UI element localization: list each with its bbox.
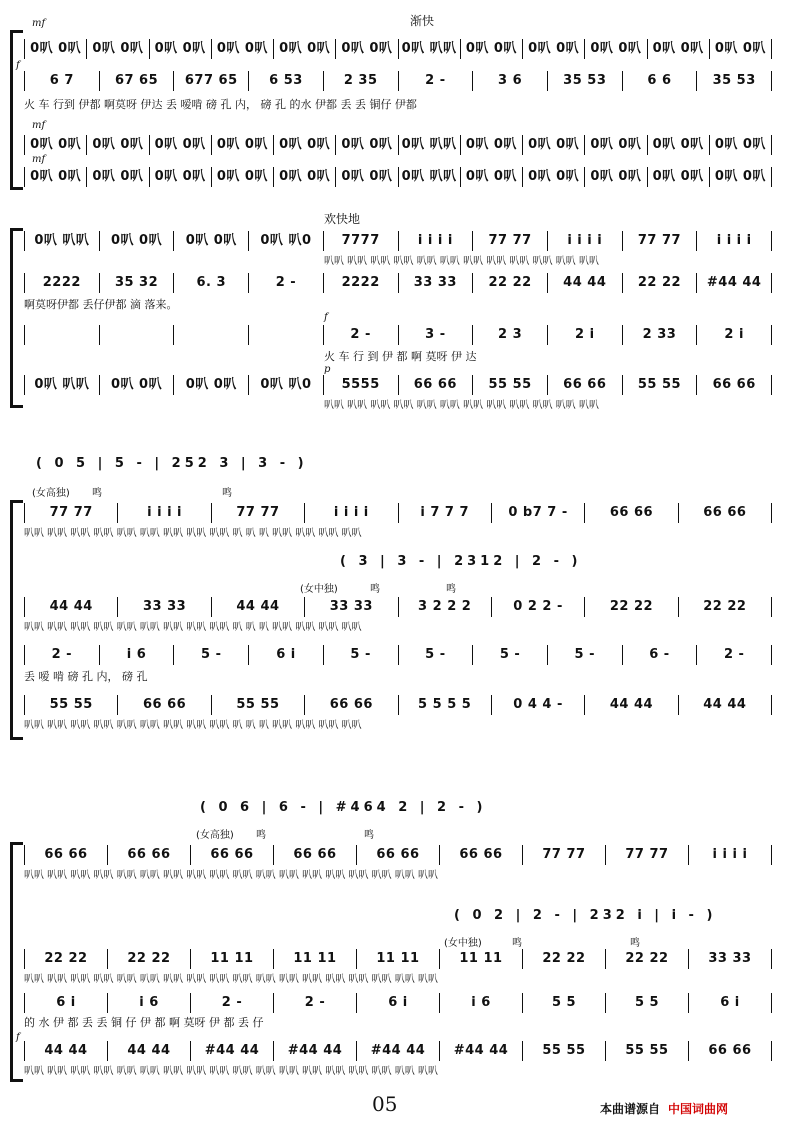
measure: 0叭 0叭 xyxy=(460,167,522,187)
measure: 0叭 0叭 xyxy=(273,135,335,155)
lyrics-line: 的 水 伊 都 丢 丢 铜 仔 伊 都 啊 莫呀 伊 都 丢 仔 xyxy=(24,1016,264,1029)
measure: 5 5 5 5 xyxy=(398,695,491,715)
measure: 0 2 2 - xyxy=(491,597,584,617)
measure: 44 44 xyxy=(107,1041,190,1061)
measure: 0叭 0叭 xyxy=(24,39,86,59)
measure: 66 66 xyxy=(107,845,190,865)
measure: 55 55 xyxy=(24,695,117,715)
measure: 0叭 叭0 xyxy=(248,231,323,251)
measure: 66 66 xyxy=(304,695,397,715)
measure: 2 - xyxy=(398,71,473,91)
measure xyxy=(99,325,174,345)
measure: 2 i xyxy=(696,325,772,345)
voice-line-4 xyxy=(24,374,772,396)
measure: 0叭 0叭 xyxy=(24,167,86,187)
measure: 67 65 xyxy=(99,71,174,91)
measure: 66 66 xyxy=(439,845,522,865)
measure: 77 77 xyxy=(605,845,688,865)
syllable-line-4: 叭叭 叭叭 叭叭 叭叭 叭叭 叭叭 叭叭 叭叭 叭叭 叭叭 叭叭 叭叭 xyxy=(324,399,599,411)
syllable-line-1: 叭叭 叭叭 叭叭 叭叭 叭叭 叭叭 叭叭 叭叭 叭叭 叭叭 叭叭 叭叭 叭叭 叭叭 叭叭 叭叭 叭叭 叭叭 xyxy=(24,869,439,881)
syllable-line-4: 叭叭 叭叭 叭叭 叭叭 叭叭 叭叭 叭叭 叭叭 叭叭 叭叭 叭叭 叭叭 叭叭 叭叭 叭叭 叭叭 叭叭 叭叭 xyxy=(24,1065,439,1077)
measure: 5 5 xyxy=(522,993,605,1013)
voice-line-4 xyxy=(24,166,772,188)
voice-line-2 xyxy=(24,596,772,618)
measure: 22 22 xyxy=(605,949,688,969)
measure: 6 i xyxy=(248,645,323,665)
system-4 xyxy=(16,842,772,1082)
measure: i i i i xyxy=(688,845,772,865)
measure: 0叭 0叭 xyxy=(86,135,148,155)
measure: 0叭 0叭 xyxy=(335,135,397,155)
voice-line-3 xyxy=(24,134,772,156)
syllable-line-2: 叭叭 叭叭 叭叭 叭叭 叭叭 叭叭 叭叭 叭叭 叭叭 叭叭 叭叭 叭叭 叭叭 叭叭 叭叭 叭叭 叭叭 叭叭 xyxy=(24,973,439,985)
measure: 2 33 xyxy=(622,325,697,345)
voice-line-3 xyxy=(24,324,772,346)
dynamic-f-2: f xyxy=(324,312,328,323)
measure: 0叭 0叭 xyxy=(584,135,646,155)
measure: 11 11 xyxy=(439,949,522,969)
measure: 77 77 xyxy=(472,231,547,251)
measure: #44 44 xyxy=(356,1041,439,1061)
measure: 44 44 xyxy=(547,273,622,293)
measure: 66 66 xyxy=(688,1041,772,1061)
dynamic-mf-2: mf xyxy=(32,120,46,131)
measure: 5 - xyxy=(472,645,547,665)
tempo-marking-joyful: 欢快地 xyxy=(324,212,361,226)
measure: 55 55 xyxy=(472,375,547,395)
measure: 0叭 0叭 xyxy=(173,375,248,395)
measure: 6. 3 xyxy=(173,273,248,293)
measure: 0叭 0叭 xyxy=(584,39,646,59)
measure: 55 55 xyxy=(522,1041,605,1061)
measure: 66 66 xyxy=(190,845,273,865)
lyrics-line: 丢 嗳 啃 磅 孔 内， 磅 孔 xyxy=(24,670,148,683)
voice-line-3 xyxy=(24,644,772,666)
system-2 xyxy=(24,212,772,411)
measure: 5 - xyxy=(398,645,473,665)
measure: 66 66 xyxy=(273,845,356,865)
measure: 2222 xyxy=(24,273,99,293)
measure: 35 53 xyxy=(696,71,772,91)
role-female-high: (女高独) xyxy=(196,830,234,841)
measure: 5555 xyxy=(323,375,398,395)
measure: #44 44 xyxy=(439,1041,522,1061)
measure: 2 3 xyxy=(472,325,547,345)
solo-word: 鸣 xyxy=(370,584,380,595)
syllable-line-2: 叭叭 叭叭 叭叭 叭叭 叭叭 叭叭 叭叭 叭叭 叭叭 叭 叭 叭 叭叭 叭叭 叭叭 叭叭 xyxy=(24,621,362,633)
measure: i i i i xyxy=(117,503,210,523)
measure: 11 11 xyxy=(273,949,356,969)
measure: 0叭 0叭 xyxy=(211,135,273,155)
measure: 0叭 叭叭 xyxy=(398,39,460,59)
measure: 0叭 叭叭 xyxy=(398,167,460,187)
measure: 0叭 0叭 xyxy=(709,39,772,59)
solo-word: 鸣 xyxy=(512,938,522,949)
measure: 35 32 xyxy=(99,273,174,293)
role-female-mid: (女中独) xyxy=(300,584,338,595)
voice-line-1 xyxy=(24,230,772,252)
measure: 66 66 xyxy=(678,503,772,523)
measure: 22 22 xyxy=(584,597,677,617)
measure: 33 33 xyxy=(688,949,772,969)
measure: 0叭 0叭 xyxy=(709,167,772,187)
measure: 0叭 0叭 xyxy=(211,39,273,59)
dynamic-f-3: f xyxy=(16,1032,20,1043)
solo-line-high: ( 0 6 | 6 - | #464 2 | 2 - ) xyxy=(200,800,487,815)
measure: 3 - xyxy=(398,325,473,345)
measure: 33 33 xyxy=(398,273,473,293)
measure: 0叭 0叭 xyxy=(149,167,211,187)
voice-line-2 xyxy=(24,272,772,294)
measure: 55 55 xyxy=(605,1041,688,1061)
system-brace xyxy=(10,30,23,190)
source-credit xyxy=(600,1100,728,1117)
lyrics-line: 火 车 行到 伊都 啊莫呀 伊达 丢 嗳啃 磅 孔 内， 磅 孔 的水 伊都 丢 丢 铜仔 伊都 xyxy=(24,98,417,111)
measure: i 7 7 7 xyxy=(398,503,491,523)
syllable-line-1: 叭叭 叭叭 叭叭 叭叭 叭叭 叭叭 叭叭 叭叭 叭叭 叭叭 叭叭 叭叭 xyxy=(324,255,599,267)
measure: 0叭 0叭 xyxy=(86,167,148,187)
measure: 66 66 xyxy=(547,375,622,395)
credit-site-link[interactable]: 中国词曲网 xyxy=(668,1102,729,1116)
measure: i i i i xyxy=(398,231,473,251)
voice-line-1 xyxy=(24,844,772,866)
measure: 5 - xyxy=(323,645,398,665)
measure: 22 22 xyxy=(622,273,697,293)
solo-word: 鸣 xyxy=(446,584,456,595)
solo-word: 鸣 xyxy=(222,488,232,499)
measure: 0叭 0叭 xyxy=(584,167,646,187)
measure: 44 44 xyxy=(24,1041,107,1061)
measure: 66 66 xyxy=(117,695,210,715)
measure: #44 44 xyxy=(696,273,772,293)
system-brace xyxy=(10,500,23,740)
measure: 0叭 0叭 xyxy=(647,135,709,155)
solo-word: 鸣 xyxy=(256,830,266,841)
measure: 2 i xyxy=(547,325,622,345)
lyrics-line: 啊莫呀伊都 丢仔伊都 滴 落来。 xyxy=(24,298,178,311)
measure: 77 77 xyxy=(211,503,304,523)
measure: 2 - xyxy=(190,993,273,1013)
measure: i i i i xyxy=(696,231,772,251)
dynamic-f-1: f xyxy=(16,60,20,71)
measure: 5 - xyxy=(547,645,622,665)
voice-line-4 xyxy=(24,1040,772,1062)
measure: 6 i xyxy=(24,993,107,1013)
measure: 22 22 xyxy=(24,949,107,969)
measure: 35 53 xyxy=(547,71,622,91)
measure: 0叭 叭叭 xyxy=(24,375,99,395)
measure: 33 33 xyxy=(117,597,210,617)
page-number: 05 xyxy=(372,1092,398,1116)
measure: 6 53 xyxy=(248,71,323,91)
measure: 3 2 2 2 xyxy=(398,597,491,617)
voice-line-3 xyxy=(24,992,772,1014)
measure: 0叭 0叭 xyxy=(647,167,709,187)
measure: 0叭 0叭 xyxy=(149,39,211,59)
measure: 0叭 0叭 xyxy=(647,39,709,59)
measure xyxy=(24,325,99,345)
measure: i 6 xyxy=(107,993,190,1013)
system-brace xyxy=(10,842,23,1082)
voice-line-1 xyxy=(24,502,772,524)
lyrics-line-2: 火 车 行 到 伊 都 啊 莫呀 伊 达 xyxy=(324,350,477,363)
measure: 6 - xyxy=(622,645,697,665)
measure: 2 - xyxy=(273,993,356,1013)
measure: 0叭 叭叭 xyxy=(24,231,99,251)
measure: 0叭 叭叭 xyxy=(398,135,460,155)
measure: 11 11 xyxy=(356,949,439,969)
measure: 6 i xyxy=(688,993,772,1013)
tempo-marking-accel: 渐快 xyxy=(410,14,435,28)
measure: 0 4 4 - xyxy=(491,695,584,715)
measure: 0叭 0叭 xyxy=(24,135,86,155)
measure: 66 66 xyxy=(398,375,473,395)
measure: 0叭 0叭 xyxy=(522,167,584,187)
measure: 5 - xyxy=(173,645,248,665)
measure: 0叭 0叭 xyxy=(99,375,174,395)
measure: 7777 xyxy=(323,231,398,251)
credit-source: 本曲谱源自 xyxy=(600,1102,661,1116)
measure: i 6 xyxy=(439,993,522,1013)
syllable-line-1: 叭叭 叭叭 叭叭 叭叭 叭叭 叭叭 叭叭 叭叭 叭叭 叭 叭 叭 叭叭 叭叭 叭叭 叭叭 xyxy=(24,527,362,539)
measure: 11 11 xyxy=(190,949,273,969)
measure: 0叭 0叭 xyxy=(709,135,772,155)
measure: 22 22 xyxy=(107,949,190,969)
measure: 66 66 xyxy=(696,375,772,395)
measure: 44 44 xyxy=(584,695,677,715)
measure: 0叭 0叭 xyxy=(173,231,248,251)
measure: 0叭 0叭 xyxy=(86,39,148,59)
measure: 0叭 0叭 xyxy=(149,135,211,155)
solo-word: 鸣 xyxy=(364,830,374,841)
solo-line-mid: ( 0 2 | 2 - | 232 i | i - ) xyxy=(454,908,717,923)
measure: i i i i xyxy=(547,231,622,251)
measure: 0叭 0叭 xyxy=(211,167,273,187)
system-3 xyxy=(24,500,772,740)
solo-line-high: ( 0 5 | 5 - | 252 3 | 3 - ) xyxy=(36,456,308,471)
solo-word: 鸣 xyxy=(92,488,102,499)
measure: 677 65 xyxy=(173,71,248,91)
measure: 6 6 xyxy=(622,71,697,91)
measure: 2 - xyxy=(696,645,772,665)
measure: 6 7 xyxy=(24,71,99,91)
measure: 66 66 xyxy=(24,845,107,865)
measure: 33 33 xyxy=(304,597,397,617)
solo-word: 鸣 xyxy=(630,938,640,949)
measure: 22 22 xyxy=(678,597,772,617)
dynamic-p-1: p xyxy=(324,364,331,375)
measure: 77 77 xyxy=(622,231,697,251)
measure: i 6 xyxy=(99,645,174,665)
solo-line-mid: ( 3 | 3 - | 2312 | 2 - ) xyxy=(340,554,582,569)
measure: 2222 xyxy=(323,273,398,293)
measure: 0叭 0叭 xyxy=(273,167,335,187)
dynamic-mf-1: mf xyxy=(32,18,46,29)
measure: 6 i xyxy=(356,993,439,1013)
measure: 77 77 xyxy=(24,503,117,523)
measure: 44 44 xyxy=(211,597,304,617)
measure: 0叭 0叭 xyxy=(335,167,397,187)
measure: 2 - xyxy=(248,273,323,293)
measure: 55 55 xyxy=(622,375,697,395)
measure: 0叭 0叭 xyxy=(273,39,335,59)
role-female-high: (女高独) xyxy=(32,488,70,499)
measure: i i i i xyxy=(304,503,397,523)
measure: 0叭 0叭 xyxy=(460,39,522,59)
measure: 55 55 xyxy=(211,695,304,715)
measure: 0 b7 7 - xyxy=(491,503,584,523)
measure xyxy=(173,325,248,345)
measure: 0叭 叭0 xyxy=(248,375,323,395)
measure: 0叭 0叭 xyxy=(522,39,584,59)
system-1 xyxy=(16,14,772,190)
role-female-mid: (女中独) xyxy=(444,938,482,949)
measure xyxy=(248,325,323,345)
measure: 0叭 0叭 xyxy=(460,135,522,155)
measure: #44 44 xyxy=(190,1041,273,1061)
measure: 5 5 xyxy=(605,993,688,1013)
measure: 2 - xyxy=(323,325,398,345)
measure: 3 6 xyxy=(472,71,547,91)
measure: 0叭 0叭 xyxy=(522,135,584,155)
syllable-line-4: 叭叭 叭叭 叭叭 叭叭 叭叭 叭叭 叭叭 叭叭 叭叭 叭 叭 叭 叭叭 叭叭 叭叭 叭叭 xyxy=(24,719,362,731)
measure: 2 - xyxy=(24,645,99,665)
system-brace xyxy=(10,228,23,408)
measure: 0叭 0叭 xyxy=(335,39,397,59)
measure: 44 44 xyxy=(678,695,772,715)
measure: 22 22 xyxy=(472,273,547,293)
measure: 44 44 xyxy=(24,597,117,617)
measure: 66 66 xyxy=(584,503,677,523)
voice-line-2 xyxy=(24,948,772,970)
measure: 0叭 0叭 xyxy=(99,231,174,251)
voice-line-1 xyxy=(24,38,772,60)
measure: 66 66 xyxy=(356,845,439,865)
measure: 77 77 xyxy=(522,845,605,865)
measure: 2 35 xyxy=(323,71,398,91)
measure: #44 44 xyxy=(273,1041,356,1061)
voice-line-2 xyxy=(24,70,772,92)
voice-line-4 xyxy=(24,694,772,716)
measure: 22 22 xyxy=(522,949,605,969)
dynamic-mf-3: mf xyxy=(32,154,46,165)
